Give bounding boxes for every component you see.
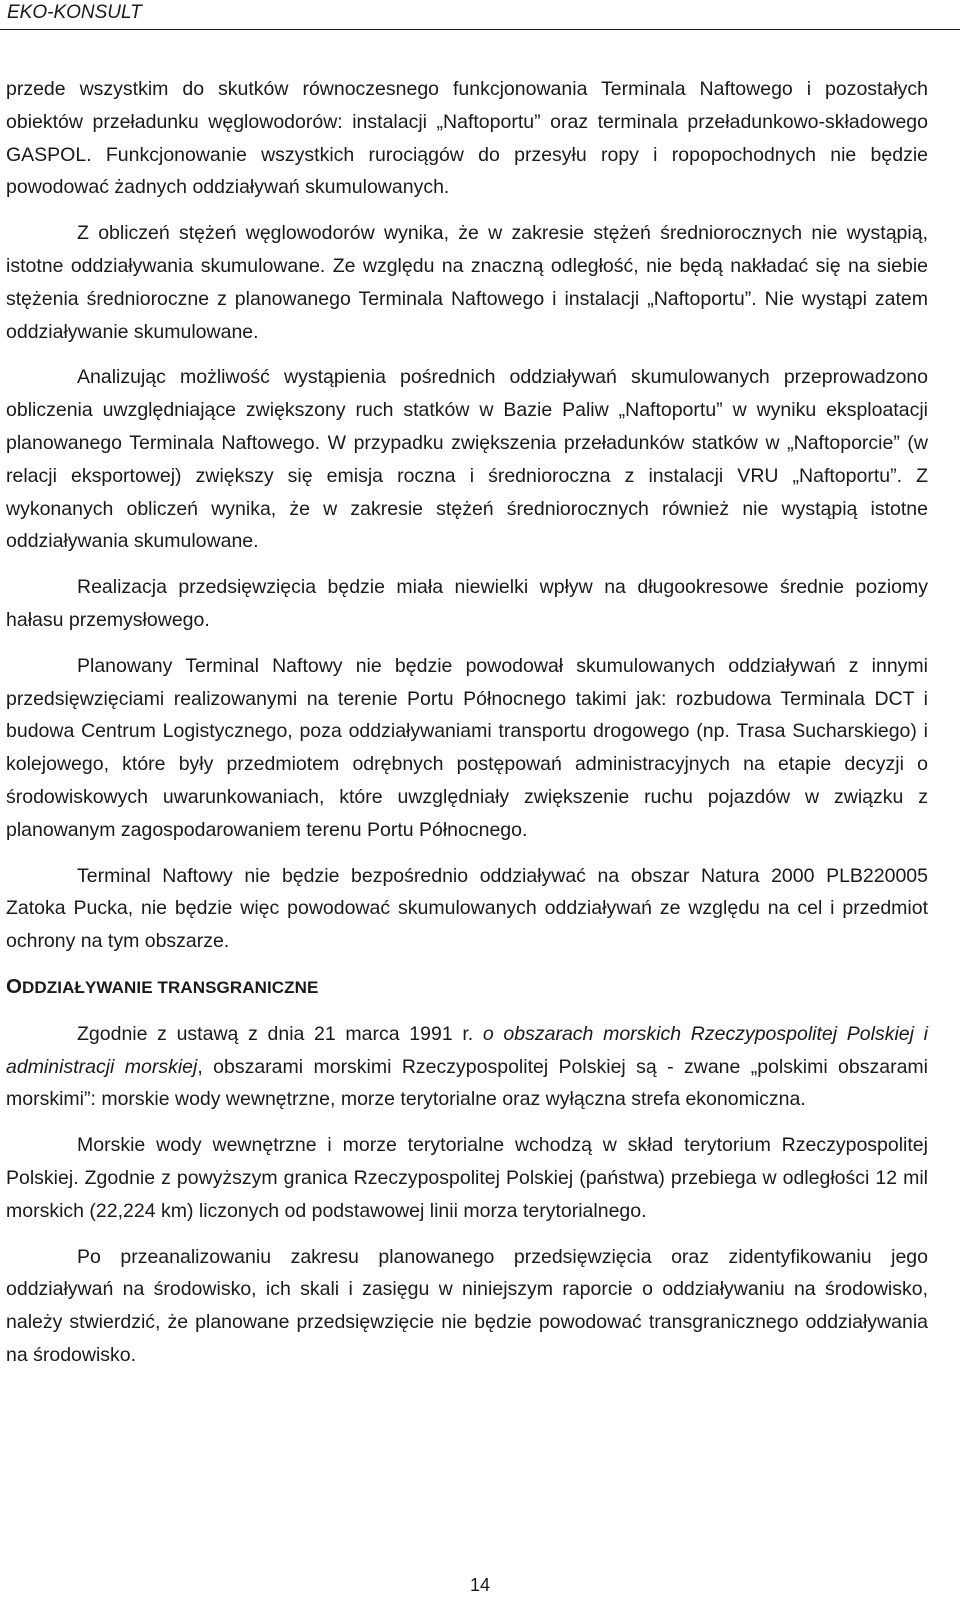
act-title: o obszarach morskich Rzeczypospolitej Polskiej i administracji morskiej	[6, 1022, 928, 1078]
paragraph-cumulative-continuation: przede wszystkim do skutków równoczesnego funkcjonowania Terminala Naftowego i pozostałych obiektów przeładunku węglowodorów: instalacji „Naftoportu” oraz terminala przeładunkowo-składowego GASPOL. Funkcjonowanie wszystkich rurociągów do przesyłu ropy i ropopochodnych nie będzie powodować żadnych oddziaływań skumulowanych.	[6, 78, 928, 199]
paragraph-hydrocarbon-concentrations: Z obliczeń stężeń węglowodorów wynika, że w zakresie stężeń średniorocznych nie wystąpią, istotne oddziaływania skumulowane. Ze względu na znaczną odległość, nie będą nakładać się na siebie stężenia średnioroczne z planowanego Terminala Naftowego i instalacji „Naftoportu”. Nie wystąpi zatem oddziaływanie skumulowane.	[6, 222, 928, 343]
document-body	[6, 73, 928, 1372]
paragraph-other-projects: Planowany Terminal Naftowy nie będzie powodował skumulowanych oddziaływań z innymi przedsięwzięciami realizowanymi na terenie Portu Północnego takimi jak: rozbudowa Terminala DCT i budowa Centrum Logistycznego, poza oddziaływaniami transportu drogowego (np. Trasa Sucharskiego) i kolejowego, które były przedmiotem odrębnych postępowań administracyjnych na etapie decyzji o środowiskowych uwarunkowaniach, które uwzględniały zwiększenie ruchu pojazdów w związku z planowanym zagospodarowaniem terenu Portu Północnego.	[6, 654, 928, 841]
paragraph-maritime-act-intro: Zgodnie z ustawą z dnia 21 marca 1991 r.	[77, 1022, 483, 1045]
section-heading: ODDZIAŁYWANIE TRANSGRANICZNE	[6, 974, 319, 998]
company-name: EKO-KONSULT	[7, 2, 142, 23]
page-header	[0, 0, 960, 33]
paragraph-natura-2000: Terminal Naftowy nie będzie bezpośrednio oddziaływać na obszar Natura 2000 PLB220005 Zatoka Pucka, nie będzie więc powodować skumulowanych oddziaływań ze względu na cel i przedmiot ochrony na tym obszarze.	[6, 864, 928, 953]
header-divider	[0, 29, 960, 30]
paragraph-maritime-act-rest: , obszarami morskimi Rzeczypospolitej Polskiej są - zwane „polskimi obszarami morskimi”: morskie wody wewnętrzne, morze terytorialne oraz wyłączna strefa ekonomiczna.	[6, 1055, 928, 1111]
paragraph-noise: Realizacja przedsięwzięcia będzie miała niewielki wpływ na długookresowe średnie poziomy hałasu przemysłowego.	[6, 576, 928, 631]
page-number: 14	[469, 1575, 491, 1595]
paragraph-territorial-waters: Morskie wody wewnętrzne i morze terytorialne wchodzą w skład terytorium Rzeczypospolitej Polskiej. Zgodnie z powyższym granica Rzeczypospolitej Polskiej (państwa) przebiega w odległości 12 mil morskich (22,224 km) liczonych od podstawowej linii morza terytorialnego.	[6, 1134, 928, 1222]
paragraph-conclusion: Po przeanalizowaniu zakresu planowanego przedsięwzięcia oraz zidentyfikowaniu jego oddziaływań na środowisko, ich skali i zasięgu w niniejszym raporcie o oddziaływaniu na środowisko, należy stwierdzić, że planowane przedsięwzięcie nie będzie powodować transgranicznego oddziaływania na środowisko.	[6, 1245, 928, 1366]
paragraph-indirect-impacts: Analizując możliwość wystąpienia pośrednich oddziaływań skumulowanych przeprowadzono obliczenia uwzględniające zwiększony ruch statków w Bazie Paliw „Naftoportu” w wyniku eksploatacji planowanego Terminala Naftowego. W przypadku zwiększenia przeładunków statków w „Naftoporcie” (w relacji eksportowej) zwiększy się emisja roczna i średnioroczna z instalacji VRU „Naftoportu”. Z wykonanych obliczeń wynika, że w zakresie stężeń średniorocznych również nie wystąpią istotne oddziaływania skumulowane.	[6, 366, 928, 553]
paragraph-maritime-act	[6, 1018, 928, 1116]
